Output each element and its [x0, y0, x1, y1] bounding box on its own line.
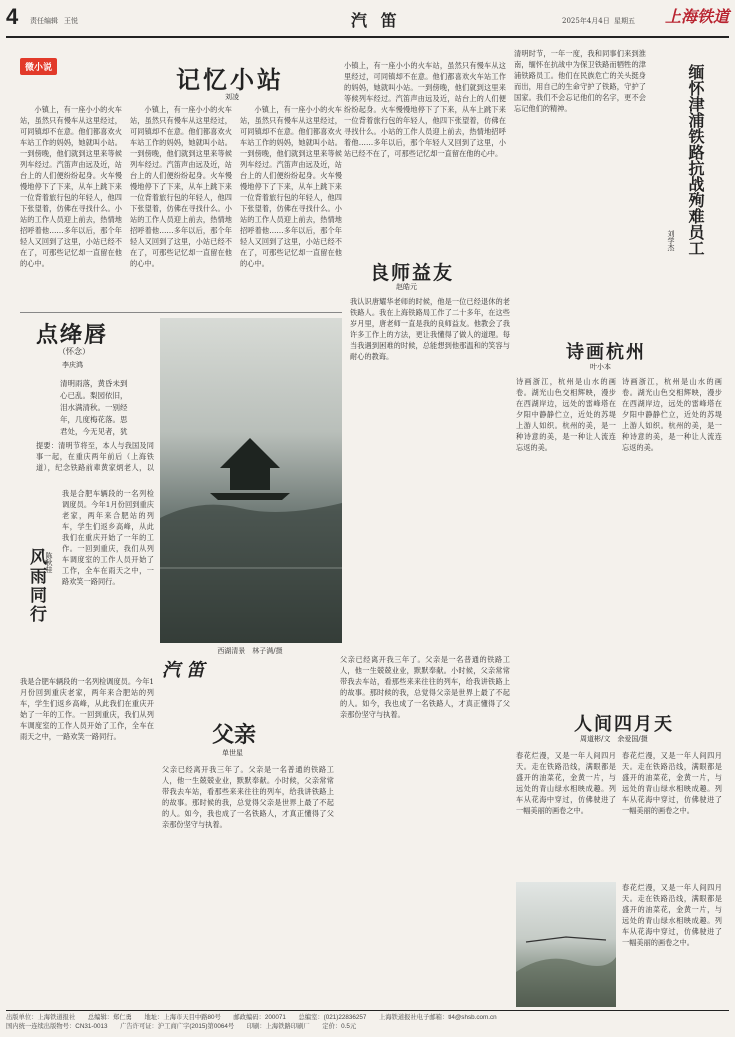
friend-author: 赵皓元 — [396, 283, 417, 291]
april-author: 周道彬/文 余爱国/摄 — [580, 735, 648, 743]
april-body-col3: 春花烂漫，又是一年人间四月天。走在铁路沿线，满眼都是盛开的油菜花，金黄一片，与远处的青山绿水相映成趣。列车从花海中穿过，仿佛驶进了一幅美丽的画卷之中。 — [622, 883, 722, 947]
memory-body-col2: 小镇上，有一座小小的火车站，虽然只有慢车从这里经过，可同镇却不在意。他们都喜欢火车站工作的妈妈，她就叫小站。一到傍晚，他们就到这里来等候列车经过。汽笛声由远及近，站台上的人们便纷纷起身。火车慢慢地停下了下来，从车上跳下来一位背着旅行包的年轻人，他四下张望着，仿佛在寻找什么。小站的工作人员迎上前去，热情地招呼着他……多年以后，那个年轻人又回到了这里，小站已经不在了，可那些记忆却一直留在他的心中。 — [130, 105, 232, 268]
section-logo: 汽 笛 — [162, 660, 205, 681]
memory-body-col3: 小镇上，有一座小小的火车站，虽然只有慢车从这里经过，可同镇却不在意。他们都喜欢火车站工作的妈妈，她就叫小站。一到傍晚，他们就到这里来等候列车经过。汽笛声由远及近，站台上的人们便纷纷起身。火车慢慢地停下了下来，从车上跳下来一位背着旅行包的年轻人，他四下张望着，仿佛在寻找什么。小站的工作人员迎上前去，热情地招呼着他……多年以后，那个年轻人又回到了这里，小站已经不在了，可那些记忆却一直留在他的心中。 — [240, 105, 342, 268]
editor-label: 责任编辑 — [30, 17, 58, 25]
father-body-col1: 父亲已经离开我三年了。父亲是一名普通的铁路工人，他一生兢兢业业，默默奉献。小时候，父亲常常带我去车站，看那些来来往往的列车，给我讲铁路上的故事。那时候的我，总觉得父亲是世界上最了不起的人。如今，我也成了一名铁路人，才真正懂得了父亲那份坚守与执着。 — [162, 765, 334, 829]
footer-line-1: 出版单位：上海铁道报社 总编辑：郑仁勇 地址：上海市天目中路80号 邮政编码：200071 总编室：(021)22836257 上海铁道报社电子邮箱：tl4@shsb.com.cn — [6, 1014, 497, 1021]
lips-subtitle: （怀念） — [58, 347, 90, 356]
lips-author: 李庆鸿 — [62, 361, 83, 369]
memory-author: 刘凌 — [225, 93, 239, 101]
wind-body-top: 我是合肥车辆段的一名列检调度员。今年1月份回到重庆老家，两年来合肥站的列车，学生们返乡高峰，从此我们在重庆开始了一年的工作。一回到重庆，我们从列车调度室的工作人员开始了工作，全车在雨天之中，一路欢笑一路同行。 — [62, 489, 154, 586]
micro-story-badge: 微小说 — [20, 58, 57, 75]
editor-name: 王悦 — [64, 17, 78, 25]
friend-title: 良师益友 — [370, 262, 455, 284]
friend-body: 我认识唐耀华老师的时候，他是一位已经退休的老铁路人。我在上海铁路局工作了二十多年，在这些岁月里，唐老师一直是我的良师益友。他教会了我许多工作上的方法，更让我懂得了做人的道理。每当我遇到困难的时候，总能想到他那温和的笑容与耐心的教诲。 — [350, 297, 510, 361]
april-body-col1: 春花烂漫，又是一年人间四月天。走在铁路沿线，满眼都是盛开的油菜花，金黄一片，与远处的青山绿水相映成趣。列车从花海中穿过，仿佛驶进了一幅美丽的画卷之中。 — [516, 751, 616, 815]
memory-title: 记忆小站 — [176, 65, 284, 94]
issue-date: 2025年4月4日 — [562, 17, 610, 25]
footer-line-2: 国内统一连续出版物号：CN31-0013 广告许可证：沪工商广字(2015)第0064号 印刷：上海铁路印刷厂 定价：0.5元 — [6, 1023, 357, 1030]
hangzhou-author: 叶小本 — [590, 363, 611, 371]
father-title: 父亲 — [212, 722, 257, 748]
wind-title: 风雨同行 — [26, 548, 46, 624]
footer — [6, 1013, 729, 1035]
father-author: 单世星 — [222, 749, 243, 757]
april-body-col2: 春花烂漫，又是一年人间四月天。走在铁路沿线，满眼都是盛开的油菜花，金黄一片，与远处的青山绿水相映成趣。列车从花海中穿过，仿佛驶进了一幅美丽的画卷之中。 — [622, 751, 722, 815]
lips-title: 点绛唇 — [36, 322, 109, 348]
lips-poem: 清明雨落，黄昏未到心已乱。梨园依旧，泪水满清秋。一别经年，几度梅花落。思君处，今无见者，犹 — [60, 379, 128, 436]
issue-weekday: 星期五 — [614, 17, 635, 25]
footer-rule — [6, 1010, 729, 1011]
martyr-author: 刘学杰 — [667, 230, 675, 251]
section-title: 汽 笛 — [351, 11, 401, 30]
header-rule — [6, 36, 729, 38]
newspaper-logo: 上海铁道 — [664, 7, 729, 26]
west-lake-photo — [160, 318, 342, 643]
memory-body-col4: 小镇上，有一座小小的火车站，虽然只有慢车从这里经过，可同镇却不在意。他们都喜欢火车站工作的妈妈，她就叫小站。一到傍晚，他们就到这里来等候列车经过。汽笛声由远及近，站台上的人们便纷纷起身。火车慢慢地停下了下来，从车上跳下来一位背着旅行包的年轻人，他四下张望着，仿佛在寻找什么。小站的工作人员迎上前去，热情地招呼着他……多年以后，那个年轻人又回到了这里，小站已经不在了，可那些记忆却一直留在他的心中。 — [344, 61, 506, 158]
april-title: 人间四月天 — [574, 714, 674, 735]
page-number: 4 — [6, 4, 19, 29]
hangzhou-title: 诗画杭州 — [566, 342, 646, 363]
lips-note: 提要：清明节将至，本人与我国及同事一起，在重庆两年前后（上海铁道），纪念铁路前辈黄家炳老人，以 — [36, 441, 154, 472]
wind-body-bottom: 我是合肥车辆段的一名列检调度员。今年1月份回到重庆老家，两年来合肥站的列车，学生们返乡高峰，从此我们在重庆开始了一年的工作。一回到重庆，我们从列车调度室的工作人员开始了工作，全车在雨天之中，一路欢笑一路同行。 — [20, 677, 154, 741]
photo-caption: 西湖清景 林子满/摄 — [217, 647, 283, 655]
divider — [20, 312, 342, 313]
april-photo — [516, 882, 616, 1007]
hangzhou-body-col1: 诗画浙江，杭州是山水的画卷。湖光山色交相辉映，漫步在西湖岸边，远处的雷峰塔在夕阳中静静伫立，近处的苏堤上游人如织。杭州的美，是一种诗意的美，是一种让人流连忘返的美。 — [516, 377, 616, 452]
hangzhou-body-col2: 诗画浙江，杭州是山水的画卷。湖光山色交相辉映，漫步在西湖岸边，远处的雷峰塔在夕阳中静静伫立，近处的苏堤上游人如织。杭州的美，是一种诗意的美，是一种让人流连忘返的美。 — [622, 377, 722, 452]
father-body-col2: 父亲已经离开我三年了。父亲是一名普通的铁路工人，他一生兢兢业业，默默奉献。小时候，父亲常常带我去车站，看那些来来往往的列车，给我讲铁路上的故事。那时候的我，总觉得父亲是世界上最了不起的人。如今，我也成了一名铁路人，才真正懂得了父亲那份坚守与执着。 — [340, 655, 510, 719]
martyr-body: 清明时节，一年一度，我和同事们来到淮南，缅怀在抗战中为保卫铁路而牺牲的津浦铁路员工。他们在民族危亡的关头挺身而出，用自己的生命守护了铁路，守护了国家。我们不会忘记他们的名字，更不会忘记他们的精神。 — [514, 49, 646, 113]
wind-author: 陈秋桂 — [45, 552, 53, 573]
memory-body-col1: 小镇上，有一座小小的火车站，虽然只有慢车从这里经过，可同镇却不在意。他们都喜欢火车站工作的妈妈，她就叫小站。一到傍晚，他们就到这里来等候列车经过。汽笛声由远及近，站台上的人们便纷纷起身。火车慢慢地停下了下来，从车上跳下来一位背着旅行包的年轻人，他四下张望着，仿佛在寻找什么。小站的工作人员迎上前去，热情地招呼着他……多年以后，那个年轻人又回到了这里，小站已经不在了，可那些记忆却一直留在他的心中。 — [20, 105, 122, 268]
martyr-title: 缅怀津浦铁路抗战殉难员工 — [686, 64, 705, 256]
page-header — [6, 4, 729, 34]
